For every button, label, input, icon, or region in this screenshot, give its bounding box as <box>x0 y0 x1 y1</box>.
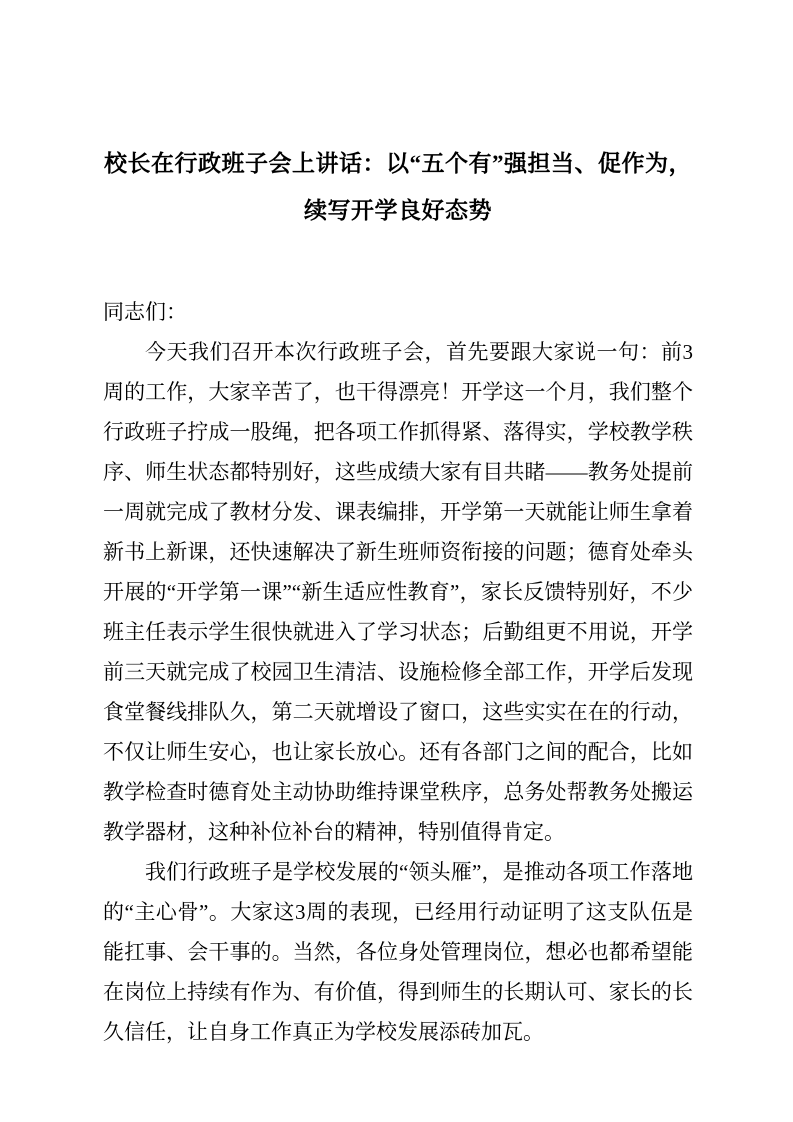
salutation: 同志们： <box>103 300 187 324</box>
body-paragraph-1: 今天我们召开本次行政班子会，首先要跟大家说一句：前3周的工作，大家辛苦了，也干得漂亮！开学这一个月，我们整个行政班子拧成一股绳，把各项工作抓得紧、落得实，学校教学秩序、师生状态都特别好，这些成绩大家有目共睹——教务处提前一周就完成了教材分发、课表编排，开学第一天就能让师生拿着新书上新课，还快速解决了新生班师资衔接的问题；德育处牵头开展的“开学第一课”“新生适应性教育”，家长反馈特别好，不少班主任表示学生很快就进入了学习状态；后勤组更不用说，开学前三天就完成了校园卫生清洁、设施检修全部工作，开学后发现食堂餐线排队久，第二天就增设了窗口，这些实实在在的行动，不仅让师生安心，也让家长放心。还有各部门之间的配合，比如教学检查时德育处主动协助维持课堂秩序，总务处帮教务处搬运教学器材，这种补位补台的精神，特别值得肯定。 <box>103 340 693 844</box>
document-title: 校长在行政班子会上讲话：以“五个有”强担当、促作为，续写开学良好态势 <box>104 151 692 223</box>
body-paragraph-2: 我们行政班子是学校发展的“领头雁”，是推动各项工作落地的“主心骨”。大家这3周的表现，已经用行动证明了这支队伍是能扛事、会干事的。当然，各位身处管理岗位，想必也都希望能在岗位上持续有作为、有价值，得到师生的长期认可、家长的长久信任，让自身工作真正为学校发展添砖加瓦。 <box>103 860 693 1044</box>
document-body <box>103 292 693 1052</box>
